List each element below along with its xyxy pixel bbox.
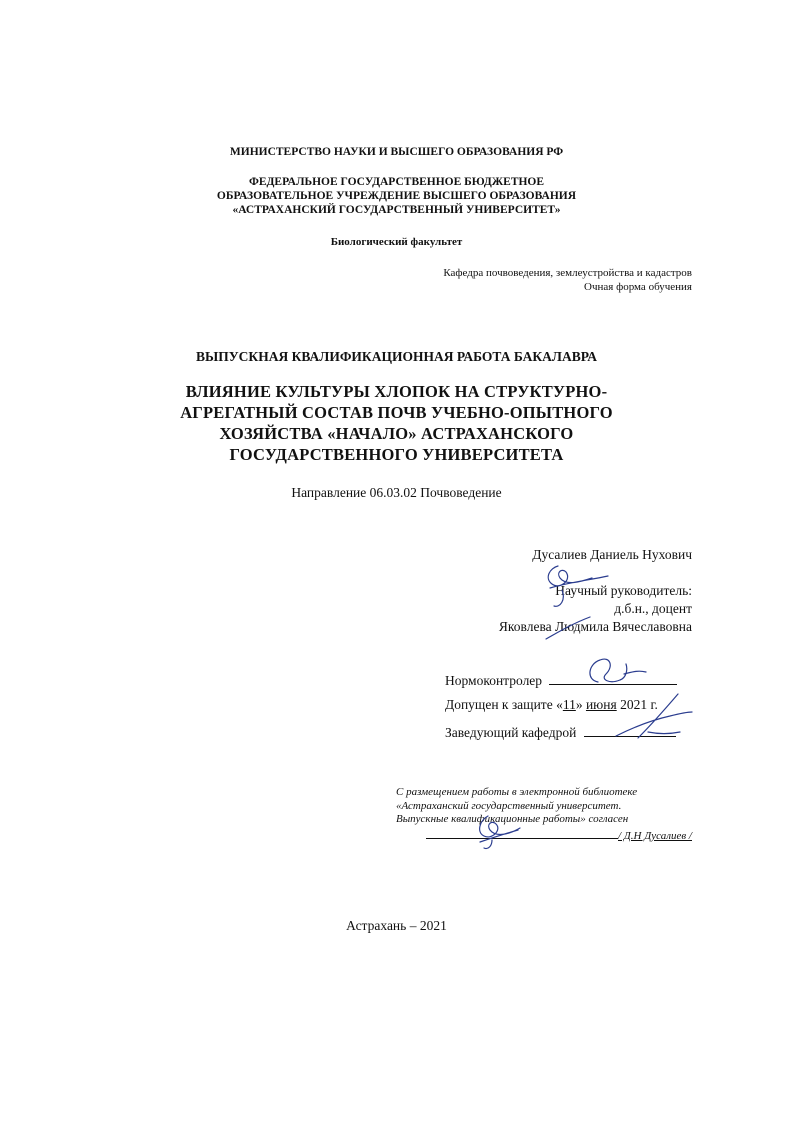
institution-line: «АСТРАХАНСКИЙ ГОСУДАРСТВЕННЫЙ УНИВЕРСИТЕТ» [232, 204, 561, 216]
supervisor-name: Яковлева Людмила Вячеславовна [498, 619, 692, 634]
author-name: Дусалиев Даниель Нухович [532, 547, 692, 562]
head-of-department-label: Заведующий кафедрой [445, 725, 577, 740]
institution-name [0, 175, 793, 217]
consent-signature-row [396, 827, 692, 844]
admission-month: июня [585, 697, 617, 712]
supervisor-signature [520, 560, 620, 610]
normcontrol-signature [580, 652, 660, 692]
faculty-name: Биологический факультет [330, 236, 463, 248]
admission-prefix: Допущен к защите « [445, 697, 563, 712]
ministry-title: МИНИСТЕРСТВО НАУКИ И ВЫСШЕГО ОБРАЗОВАНИЯ РФ [229, 146, 564, 158]
city-year: Астрахань – 2021 [346, 918, 447, 933]
department-name: Кафедра почвоведения, землеустройства и кадастров [443, 267, 692, 279]
supervisor-degree: д.б.н., доцент [614, 601, 692, 616]
consent-line: С размещением работы в электронной библиотеке [396, 786, 638, 798]
admission-day: 11 [562, 697, 576, 712]
study-form: Очная форма обучения [584, 281, 692, 293]
supervisor-label: Научный руководитель: [555, 583, 692, 598]
department-block [443, 266, 692, 294]
institution-line: ФЕДЕРАЛЬНОЕ ГОСУДАРСТВЕННОЕ БЮДЖЕТНОЕ [248, 176, 545, 188]
thesis-title [0, 381, 793, 465]
consent-signature [458, 812, 528, 852]
institution-line: ОБРАЗОВАТЕЛЬНОЕ УЧРЕЖДЕНИЕ ВЫСШЕГО ОБРАЗОВАНИЯ [216, 190, 577, 202]
consent-line: Выпускные квалификационные работы» согласен [396, 813, 629, 825]
thesis-title-line: АГРЕГАТНЫЙ СОСТАВ ПОЧВ УЧЕБНО-ОПЫТНОГО [180, 403, 613, 422]
consent-line: «Астраханский государственный университет. [396, 799, 622, 812]
admission-mid: » [575, 697, 586, 712]
thesis-title-line: ВЛИЯНИЕ КУЛЬТУРЫ ХЛОПОК НА СТРУКТУРНО- [185, 382, 608, 401]
normcontrol-label: Нормоконтролер [445, 673, 543, 688]
admission-year: 2021 г. [620, 697, 658, 712]
head-signature [608, 690, 698, 750]
thesis-title-line: ХОЗЯЙСТВА «НАЧАЛО» АСТРАХАНСКОГО [219, 424, 574, 443]
thesis-title-line: ГОСУДАРСТВЕННОГО УНИВЕРСИТЕТА [229, 445, 564, 464]
consent-signature-name: / Д.Н Дусалиев / [618, 829, 692, 842]
consent-block [396, 786, 692, 843]
work-type: ВЫПУСКНАЯ КВАЛИФИКАЦИОННАЯ РАБОТА БАКАЛАВРА [195, 349, 598, 364]
supervisor-signature-stroke [540, 615, 610, 645]
study-direction: Направление 06.03.02 Почвоведение [291, 485, 502, 500]
